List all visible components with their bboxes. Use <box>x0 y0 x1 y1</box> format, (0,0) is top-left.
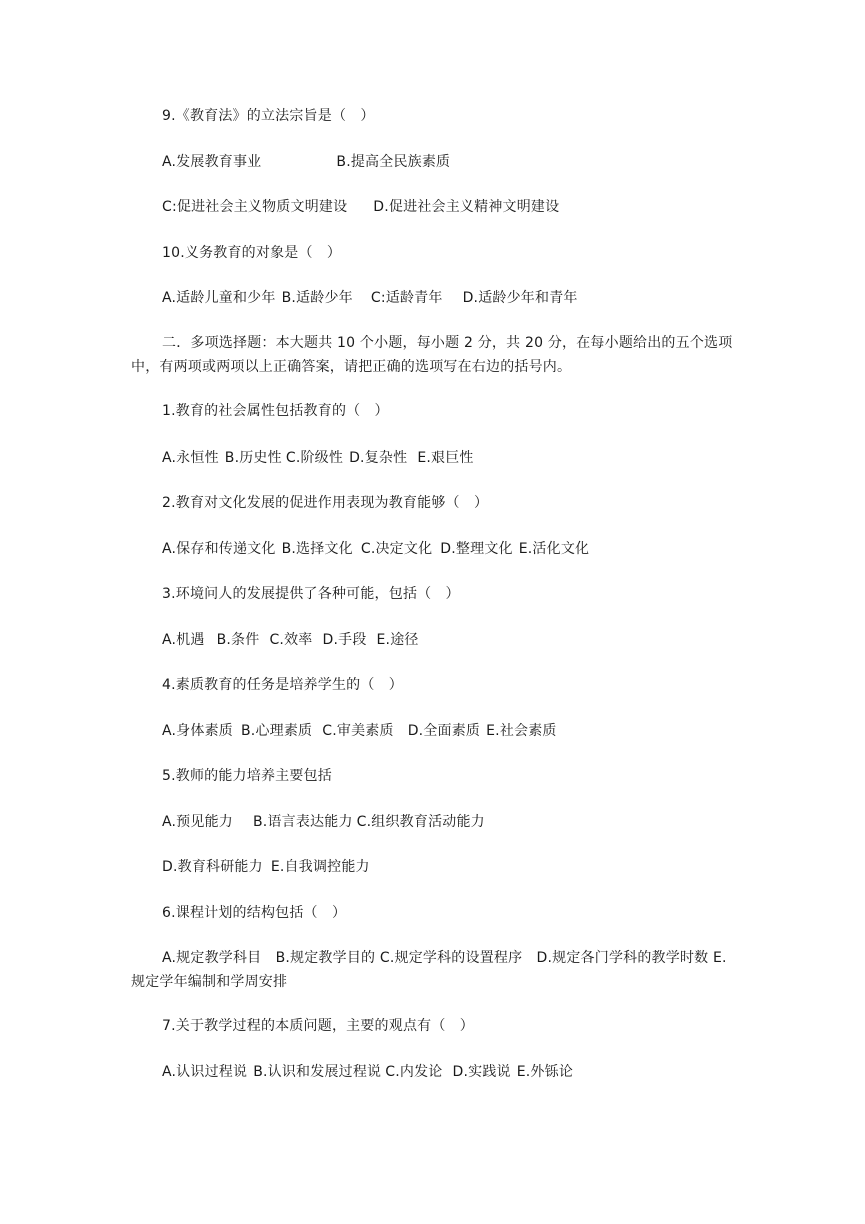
m4-option-d: D.全面素质 <box>407 723 481 739</box>
q10-stem: 10.义务教育的对象是（ ） <box>162 245 342 261</box>
q9-options-ab <box>162 151 450 173</box>
m7-options <box>162 1061 573 1083</box>
q9-option-b: B.提高全民族素质 <box>336 154 451 170</box>
m3-stem: 3.环境问人的发展提供了各种可能，包括（ ） <box>162 586 460 602</box>
q9-option-c: C:促进社会主义物质文明建设 <box>162 199 348 215</box>
m1-option-b: B.历史性 <box>224 450 282 466</box>
m5-option-b: B.语言表达能力 <box>252 814 353 830</box>
q10-option-c: C:适龄青年 <box>370 290 443 306</box>
q9-option-a: A.发展教育事业 <box>162 154 262 170</box>
q9-stem: 9.《教育法》的立法宗旨是（ ） <box>162 108 375 124</box>
m3-options <box>162 629 419 651</box>
m6-stem: 6.课程计划的结构包括（ ） <box>162 905 347 921</box>
m2-option-b: B.选择文化 <box>281 541 353 557</box>
m5-option-a: A.预见能力 <box>162 814 233 830</box>
q9-options-cd <box>162 196 559 218</box>
m3-option-c: C.效率 <box>269 632 313 648</box>
m5-option-d: D.教育科研能力 <box>162 859 263 875</box>
m6-options: A.规定教学科目 B.规定教学目的 C.规定学科的设置程序 D.规定各门学科的教学时数 E.规定学年编制和学周安排 <box>131 950 727 990</box>
q10-option-d: D.适龄少年和青年 <box>462 290 578 306</box>
m2-option-c: C.决定文化 <box>360 541 433 557</box>
m3-option-d: D.手段 <box>322 632 367 648</box>
m4-option-c: C.审美素质 <box>322 723 394 739</box>
m7-option-c: C.内发论 <box>385 1064 443 1080</box>
m2-option-a: A.保存和传递文化 <box>162 541 276 557</box>
m4-options <box>162 720 557 742</box>
m2-options <box>162 538 589 560</box>
m1-options <box>162 447 474 469</box>
m7-option-a: A.认识过程说 <box>162 1064 248 1080</box>
m4-stem: 4.素质教育的任务是培养学生的（ ） <box>162 677 403 693</box>
q10-option-a: A.适龄儿童和少年 <box>162 290 276 306</box>
m1-option-c: C.阶级性 <box>285 450 344 466</box>
m5-option-c: C.组织教育活动能力 <box>356 814 485 830</box>
m7-option-e: E.外铄论 <box>516 1064 574 1080</box>
q10-option-b: B.适龄少年 <box>281 290 353 306</box>
m5-option-e: E.自我调控能力 <box>270 859 370 875</box>
m7-stem: 7.关于教学过程的本质问题，主要的观点有（ ） <box>162 1018 474 1034</box>
m3-option-b: B.条件 <box>216 632 260 648</box>
m5-options-abc <box>162 811 485 833</box>
m7-option-b: B.认识和发展过程说 <box>253 1064 382 1080</box>
m1-option-e: E.艰巨性 <box>417 450 474 466</box>
m5-stem: 5.教师的能力培养主要包括 <box>162 768 332 784</box>
section2-intro: 二．多项选择题：本大题共 10 个小题，每小题 2 分，共 20 分，在每小题给出的五个选项中，有两项或两项以上正确答案，请把正确的选项写在右边的括号内。 <box>131 335 733 375</box>
m2-stem: 2.教育对文化发展的促进作用表现为教育能够（ ） <box>162 495 489 511</box>
m4-option-b: B.心理素质 <box>240 723 313 739</box>
m3-option-e: E.途径 <box>376 632 419 648</box>
m4-option-a: A.身体素质 <box>162 723 233 739</box>
m1-option-d: D.复杂性 <box>349 450 408 466</box>
m3-option-a: A.机遇 <box>162 632 205 648</box>
m5-options-de <box>162 856 370 878</box>
q9-option-d: D.促进社会主义精神文明建设 <box>373 199 560 215</box>
m7-option-d: D.实践说 <box>452 1064 511 1080</box>
m4-option-e: E.社会素质 <box>486 723 557 739</box>
m2-option-e: E.活化文化 <box>518 541 590 557</box>
m1-option-a: A.永恒性 <box>162 450 219 466</box>
q10-options <box>162 287 578 309</box>
m1-stem: 1.教育的社会属性包括教育的（ ） <box>162 403 389 419</box>
m2-option-d: D.整理文化 <box>440 541 513 557</box>
